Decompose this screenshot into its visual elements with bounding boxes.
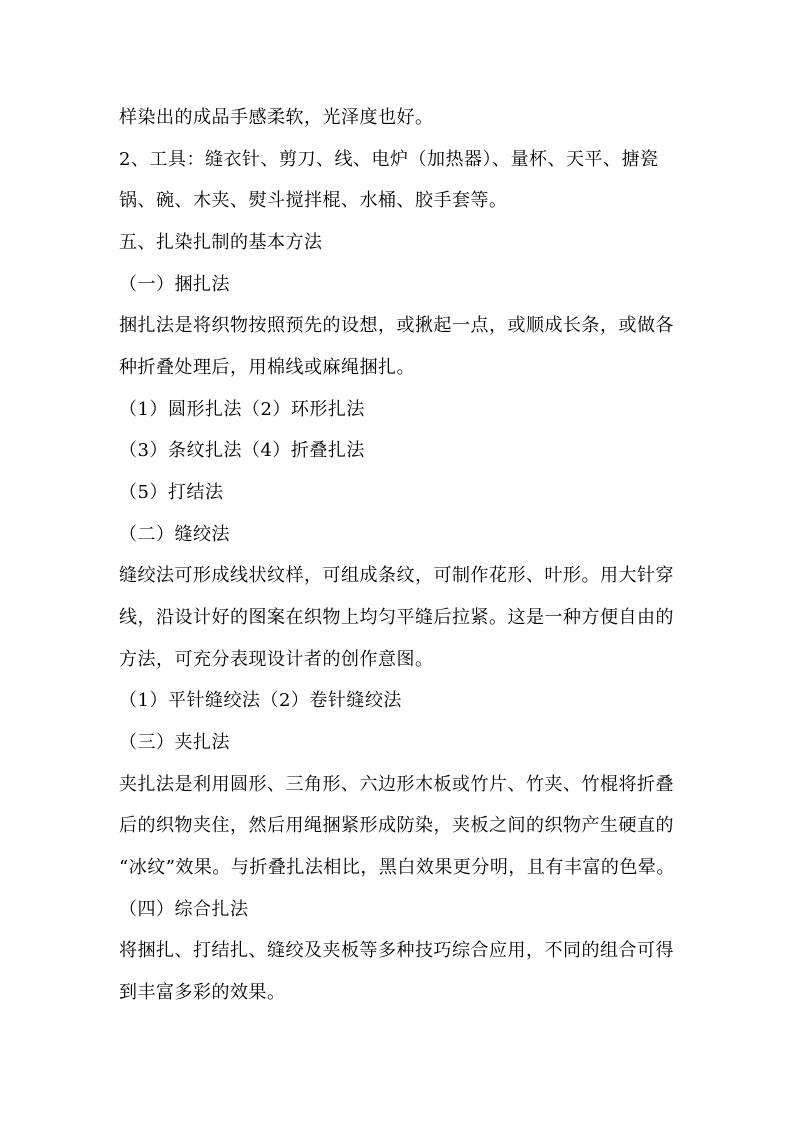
text-line: 后的织物夹住，然后用绳捆紧形成防染，夹板之间的织物产生硬直的 bbox=[119, 815, 674, 836]
text-line: 捆扎法是将织物按照预先的设想，或揪起一点，或顺成长条，或做各 bbox=[119, 315, 674, 336]
section-heading: 五、扎染扎制的基本方法 bbox=[119, 232, 323, 253]
subsection-heading: （三）夹扎法 bbox=[119, 732, 230, 753]
text-line: 样染出的成品手感柔软，光泽度也好。 bbox=[119, 107, 434, 128]
text-line: 2、工具：缝衣针、剪刀、线、电炉（加热器）、量杯、天平、搪瓷 bbox=[119, 149, 659, 170]
text-line: 种折叠处理后，用棉线或麻绳捆扎。 bbox=[119, 357, 415, 378]
text-line: “冰纹”效果。与折叠扎法相比，黑白效果更分明，且有丰富的色晕。 bbox=[119, 857, 675, 878]
list-item: （3）条纹扎法（4）折叠扎法 bbox=[119, 440, 365, 461]
text-line: 缝绞法可形成线状纹样，可组成条纹，可制作花形、叶形。用大针穿 bbox=[119, 565, 674, 586]
subsection-heading: （一）捆扎法 bbox=[119, 274, 230, 295]
text-line: 夹扎法是利用圆形、三角形、六边形木板或竹片、竹夹、竹棍将折叠 bbox=[119, 774, 674, 795]
text-line: 线，沿设计好的图案在织物上均匀平缝后拉紧。这是一种方便自由的 bbox=[119, 607, 674, 628]
text-line: 到丰富多彩的效果。 bbox=[119, 982, 286, 1003]
list-item: （1）圆形扎法（2）环形扎法 bbox=[119, 399, 365, 420]
subsection-heading: （四）综合扎法 bbox=[119, 899, 249, 920]
list-item: （5）打结法 bbox=[119, 482, 224, 503]
text-line: 方法，可充分表现设计者的创作意图。 bbox=[119, 649, 434, 670]
list-item: （1）平针缝绞法（2）卷针缝绞法 bbox=[119, 690, 402, 711]
text-line: 锅、碗、木夹、熨斗搅拌棍、水桶、胶手套等。 bbox=[119, 190, 508, 211]
text-line: 将捆扎、打结扎、缝绞及夹板等多种技巧综合应用，不同的组合可得 bbox=[119, 940, 674, 961]
subsection-heading: （二）缝绞法 bbox=[119, 524, 230, 545]
